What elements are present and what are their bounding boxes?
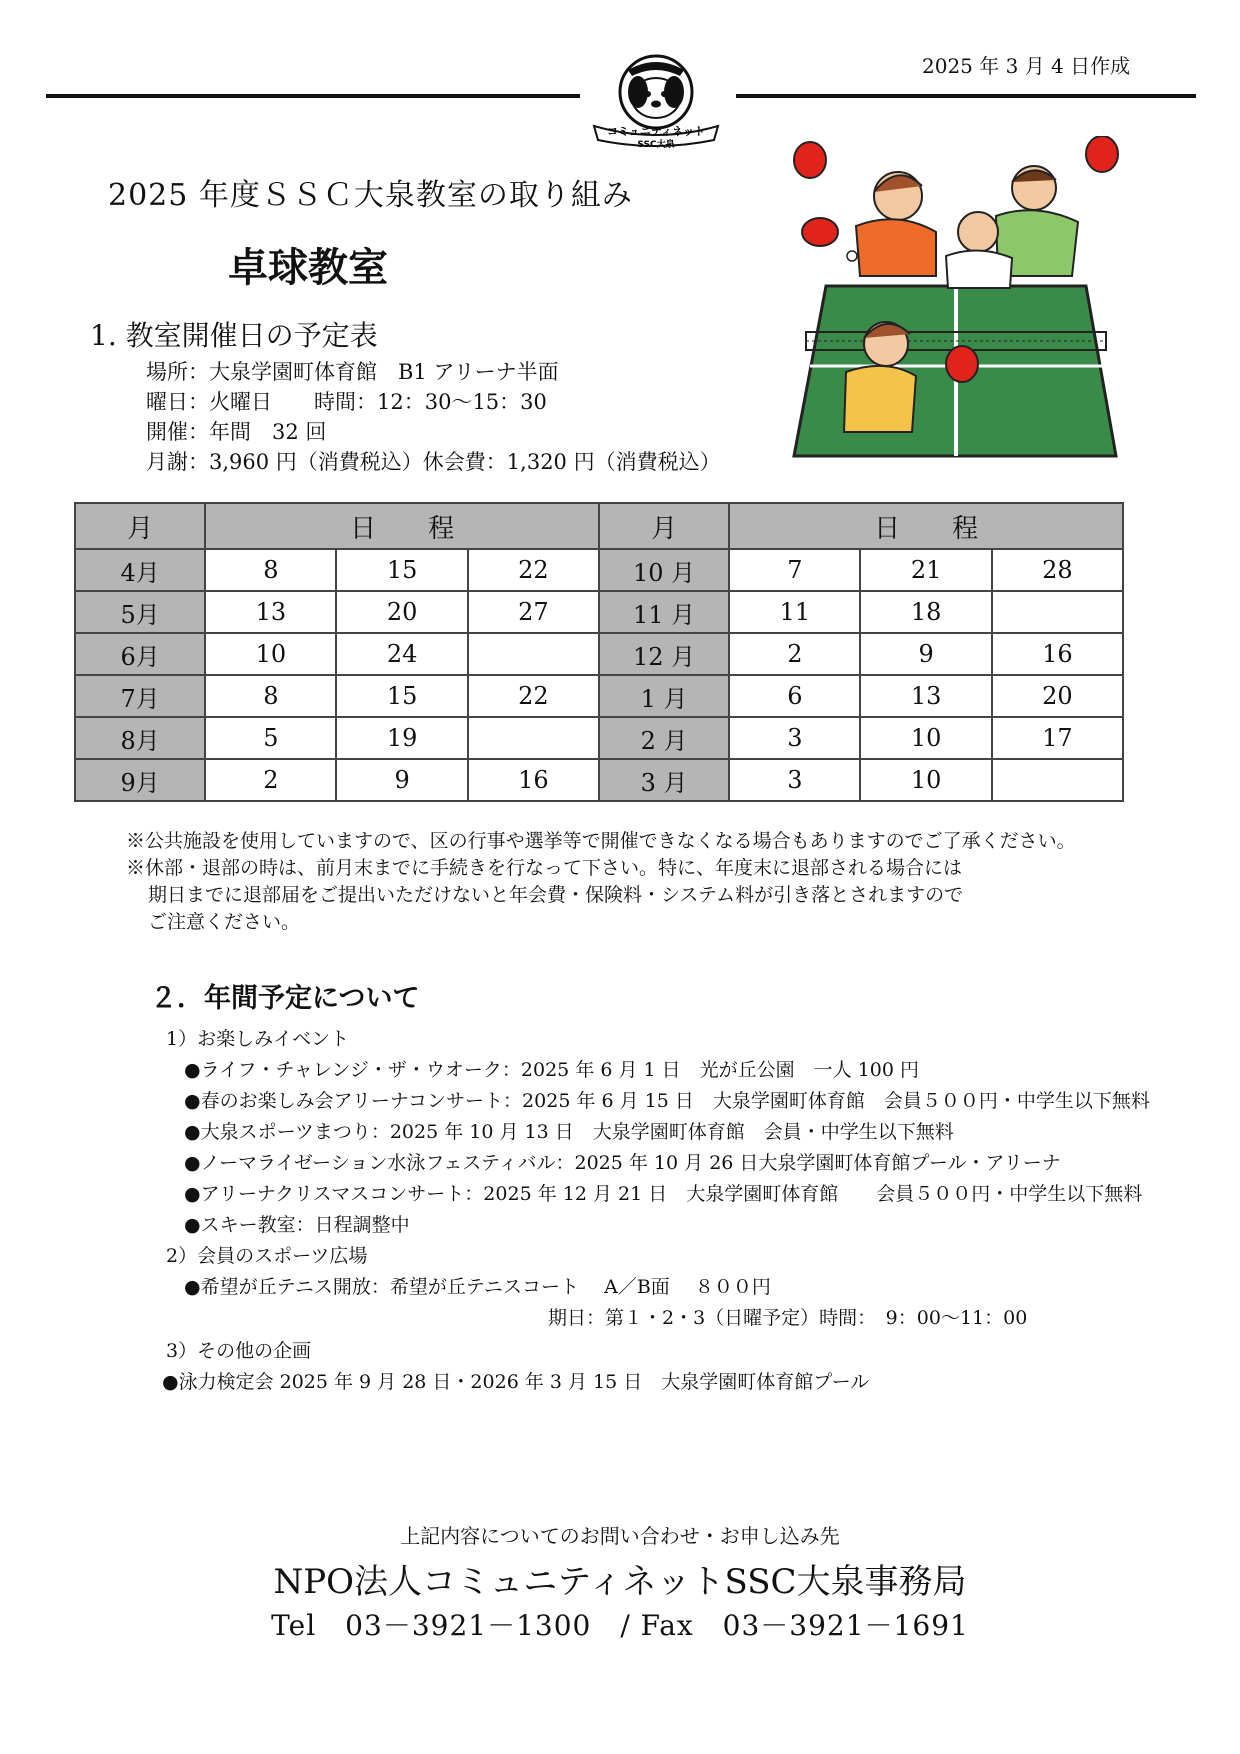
header-month-right: 月 [599, 503, 729, 549]
schedule-row [75, 591, 1123, 633]
schedule-row [75, 549, 1123, 591]
date-cell: 15 [336, 549, 467, 591]
note-withdrawal-end: ご注意ください。 [148, 911, 301, 933]
sports-schedule: 期日：第１・2・3（日曜予定）時間： 9：00〜11：00 [548, 1307, 1028, 1329]
date-cell: 3 [729, 717, 860, 759]
date-cell: 24 [336, 633, 467, 675]
section1-heading: 1. 教室開催日の予定表 [90, 319, 378, 352]
contact-phone-fax: Tel 03－3921－1300 / Fax 03－3921－1691 [271, 1609, 969, 1642]
date-cell: 27 [468, 591, 599, 633]
header-dates-right: 日 程 [729, 503, 1123, 549]
schedule-header-row [75, 503, 1123, 549]
date-cell: 22 [468, 549, 599, 591]
month-cell: 1 月 [599, 675, 729, 717]
header-rule-left [46, 94, 580, 98]
date-cell: 16 [992, 633, 1123, 675]
schedule-row [75, 675, 1123, 717]
date-cell: 10 [860, 759, 991, 801]
date-cell: 8 [205, 549, 336, 591]
date-cell: 13 [205, 591, 336, 633]
month-cell: 4月 [75, 549, 205, 591]
logo-text-top: コミュニティネット [607, 125, 705, 138]
date-cell: 7 [729, 549, 860, 591]
date-cell [992, 591, 1123, 633]
date-cell: 21 [860, 549, 991, 591]
created-date: 2025 年 3 月 4 日作成 [922, 54, 1131, 78]
date-cell: 3 [729, 759, 860, 801]
schedule-row [75, 759, 1123, 801]
date-cell: 20 [336, 591, 467, 633]
info-sessions: 開催：年間 32 回 [146, 420, 327, 444]
date-cell [468, 717, 599, 759]
event-item: ●ノーマライゼーション水泳フェスティバル：2025 年 10 月 26 日大泉学園町体育館プール・アリーナ [184, 1152, 1061, 1174]
month-cell: 10 月 [599, 549, 729, 591]
page-title: 2025 年度ＳＳＣ大泉教室の取り組み [108, 178, 633, 213]
month-cell: 6月 [75, 633, 205, 675]
header-month-left: 月 [75, 503, 205, 549]
header-rule-right [736, 94, 1196, 98]
month-cell: 7月 [75, 675, 205, 717]
date-cell: 6 [729, 675, 860, 717]
date-cell: 2 [729, 633, 860, 675]
sports-subheading: 2）会員のスポーツ広場 [166, 1245, 368, 1267]
date-cell: 22 [468, 675, 599, 717]
event-item: ●大泉スポーツまつり：2025 年 10 月 13 日 大泉学園町体育館 会員・中学生以下無料 [184, 1121, 954, 1143]
date-cell: 11 [729, 591, 860, 633]
other-subheading: 3）その他の企画 [166, 1340, 312, 1362]
info-venue: 場所：大泉学園町体育館 B1 アリーナ半面 [146, 360, 559, 384]
info-day-time: 曜日：火曜日 時間：12：30〜15：30 [146, 390, 547, 414]
logo-text-bottom: SSC大泉 [637, 140, 675, 148]
month-cell: 11 月 [599, 591, 729, 633]
info-fees: 月謝：3,960 円（消費税込）休会費：1,320 円（消費税込） [146, 450, 721, 474]
event-item: ●ライフ・チャレンジ・ザ・ウオーク：2025 年 6 月 1 日 光が丘公園 一人 100 円 [184, 1059, 919, 1081]
note-withdrawal-cont: 期日までに退部届をご提出いただけないと年会費・保険料・システム料が引き落とされますので [148, 884, 964, 906]
date-cell: 20 [992, 675, 1123, 717]
table-tennis-illustration [786, 136, 1122, 472]
month-cell: 9月 [75, 759, 205, 801]
date-cell: 9 [336, 759, 467, 801]
month-cell: 12 月 [599, 633, 729, 675]
section2-heading: ２．年間予定について [150, 983, 420, 1014]
sports-item: ●希望が丘テニス開放：希望が丘テニスコート A／B面 ８００円 [184, 1276, 771, 1298]
contact-lead: 上記内容についてのお問い合わせ・お申し込み先 [400, 1524, 840, 1548]
schedule-table [74, 502, 1124, 802]
date-cell: 10 [860, 717, 991, 759]
date-cell: 9 [860, 633, 991, 675]
event-item: ●アリーナクリスマスコンサート：2025 年 12 月 21 日 大泉学園町体育館 会員５００円・中学生以下無料 [184, 1183, 1143, 1205]
event-item: ●春のお楽しみ会アリーナコンサート：2025 年 6 月 15 日 大泉学園町体育館 会員５００円・中学生以下無料 [184, 1090, 1150, 1112]
month-cell: 8月 [75, 717, 205, 759]
contact-organization: NPO法人コミュニティネットSSC大泉事務局 [273, 1562, 967, 1602]
month-cell: 5月 [75, 591, 205, 633]
date-cell: 10 [205, 633, 336, 675]
month-cell: 2 月 [599, 717, 729, 759]
date-cell: 18 [860, 591, 991, 633]
date-cell: 16 [468, 759, 599, 801]
schedule-row [75, 717, 1123, 759]
date-cell: 5 [205, 717, 336, 759]
date-cell: 28 [992, 549, 1123, 591]
date-cell [992, 759, 1123, 801]
date-cell: 13 [860, 675, 991, 717]
events-subheading: 1）お楽しみイベント [166, 1028, 350, 1050]
schedule-row [75, 633, 1123, 675]
event-item: ●スキー教室：日程調整中 [184, 1214, 410, 1236]
note-withdrawal: ※休部・退部の時は、前月末までに手続きを行なって下さい。特に、年度末に退部される場合には [126, 857, 963, 879]
notes-block [126, 828, 1126, 936]
class-title: 卓球教室 [228, 245, 388, 291]
dog-logo-icon [588, 52, 724, 148]
date-cell: 8 [205, 675, 336, 717]
month-cell: 3 月 [599, 759, 729, 801]
date-cell: 17 [992, 717, 1123, 759]
date-cell: 15 [336, 675, 467, 717]
date-cell: 2 [205, 759, 336, 801]
other-item: ●泳力検定会 2025 年 9 月 28 日・2026 年 3 月 15 日 大泉学園町体育館プール [162, 1371, 870, 1393]
date-cell: 19 [336, 717, 467, 759]
note-facility: ※公共施設を使用していますので、区の行事や選挙等で開催できなくなる場合もありますのでご了承ください。 [126, 830, 1076, 852]
date-cell [468, 633, 599, 675]
header-dates-left: 日 程 [205, 503, 599, 549]
